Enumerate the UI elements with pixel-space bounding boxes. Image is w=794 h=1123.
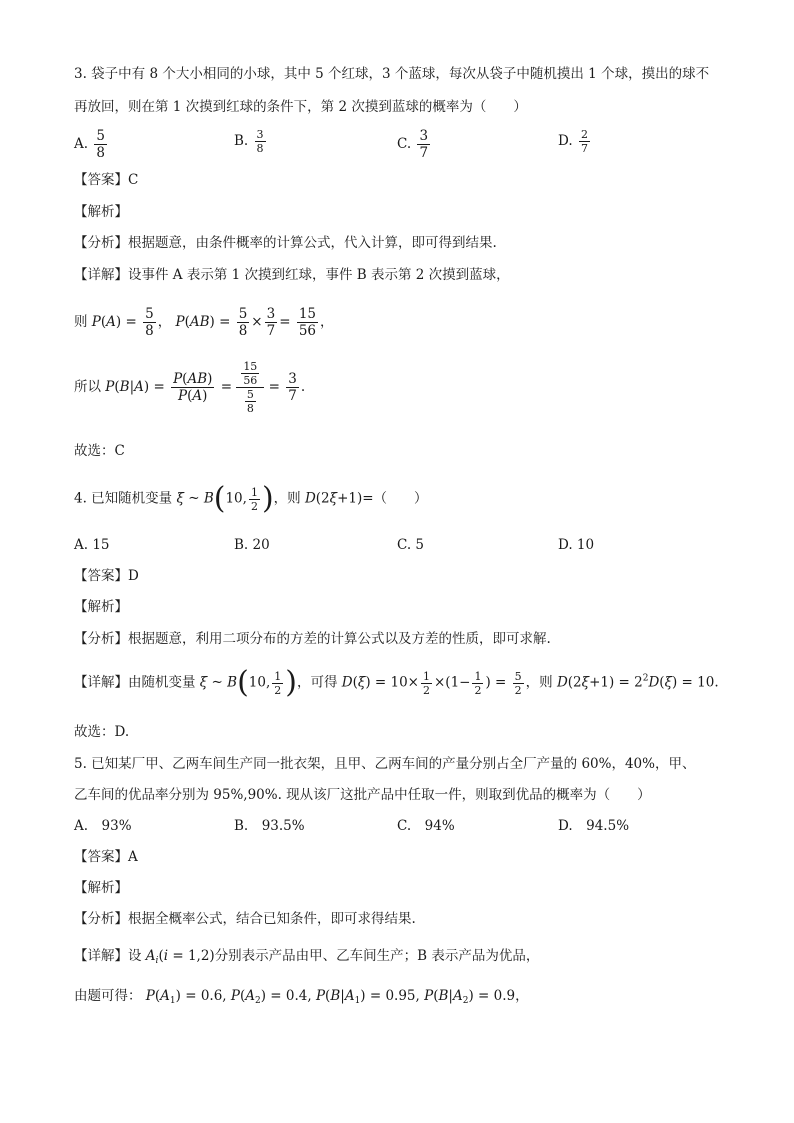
q5-option-b: B. 93.5%: [234, 818, 305, 834]
q3-fenxi: 【分析】根据题意，由条件概率的计算公式，代入计算，即可得到结果.: [74, 235, 497, 251]
q5-jiexi: 【解析】: [74, 880, 128, 896]
q4-fenxi: 【分析】根据题意，利用二项分布的方差的计算公式以及方差的性质，即可求解.: [74, 631, 551, 647]
q5-answer: 【答案】A: [74, 849, 138, 865]
q3-option-b: B. $\frac{3}{8}$: [234, 128, 264, 155]
q5-option-a: A. 93%: [74, 818, 132, 834]
q3-option-a: A. $\frac{5}{8}$: [74, 128, 105, 161]
q4-xiangjie: 【详解】由随机变量 ξ ~ B(10, $\frac{1}{2}$ )，可得 D(ξ) = 10× $\frac{1}{2}$ ×(1− $\frac{1}{2}$ ) = $\frac{5}{2}$ ，则 $D(2\xi+1) = 2^2D(\xi) = 10$.: [74, 665, 719, 700]
q4-option-d: D. 10: [558, 537, 595, 553]
q3-stem-line2: 再放回，则在第 1 次摸到红球的条件下，第 2 次摸到蓝球的概率为（ ）: [74, 99, 527, 115]
q4-answer: 【答案】D: [74, 568, 139, 584]
q3-jiexi: 【解析】: [74, 204, 128, 220]
q4-guxuan: 故选：D.: [74, 724, 130, 740]
q3-answer: 【答案】C: [74, 172, 139, 188]
q3-option-c: C. $\frac{3}{7}$: [397, 128, 429, 161]
q3-formula-pa: 则 P(A) = $\frac{5}{8}$ ， P(AB) = $\frac{5}{8}$ × $\frac{3}{7}$ = $\frac{15}{56}$ ，: [74, 306, 334, 339]
q5-fenxi: 【分析】根据全概率公式，结合已知条件，即可求得结果.: [74, 911, 416, 927]
q3-xiangjie: 【详解】设事件 A 表示第 1 次摸到红球，事件 B 表示第 2 次摸到蓝球，: [74, 267, 510, 283]
q3-stem-line1: 3. 袋子中有 8 个大小相同的小球，其中 5 个红球，3 个蓝球，每次从袋子中随机摸出 1 个球，摸出的球不: [74, 66, 710, 82]
q5-youti: 由题可得： $P(A_1) = 0.6$, $P(A_2) = 0.4$, $P(B|A_1) = 0.95$, $P(B|A_2) = 0.9$，: [74, 988, 529, 1006]
q4-jiexi: 【解析】: [74, 599, 128, 615]
q5-option-d: D. 94.5%: [558, 818, 630, 834]
q5-stem-line2: 乙车间的优品率分别为 95%,90%. 现从该厂这批产品中任取一件，则取到优品的概率为（ ）: [74, 787, 651, 803]
q4-option-b: B. 20: [234, 537, 270, 553]
q3-guxuan: 故选：C: [74, 443, 125, 459]
q5-stem-line1: 5. 已知某厂甲、乙两车间生产同一批衣架，且甲、乙两车间的产量分别占全厂产量的 60%，40%，甲、: [74, 756, 696, 772]
q5-xiangjie: 【详解】设 $A_i(i = 1,2)$分别表示产品由甲、乙车间生产；B 表示产品为优品，: [74, 948, 540, 966]
q4-option-a: A. 15: [74, 537, 110, 553]
q3-option-d: D. $\frac{2}{7}$: [558, 128, 588, 155]
q5-option-c: C. 94%: [397, 818, 455, 834]
q4-option-c: C. 5: [397, 537, 425, 553]
q3-formula-conditional: 所以 P(B|A) = $\frac{P(AB)}{P(A)}$ = $\frac{\frac{15}{56}}{\frac{5}{8}}$ = $\frac{3}{7}$ .: [74, 360, 306, 415]
q4-stem: 4. 已知随机变量 ξ ~ B(10, $\frac{1}{2}$ )，则 D(2ξ+1)=（ ）: [74, 481, 428, 516]
